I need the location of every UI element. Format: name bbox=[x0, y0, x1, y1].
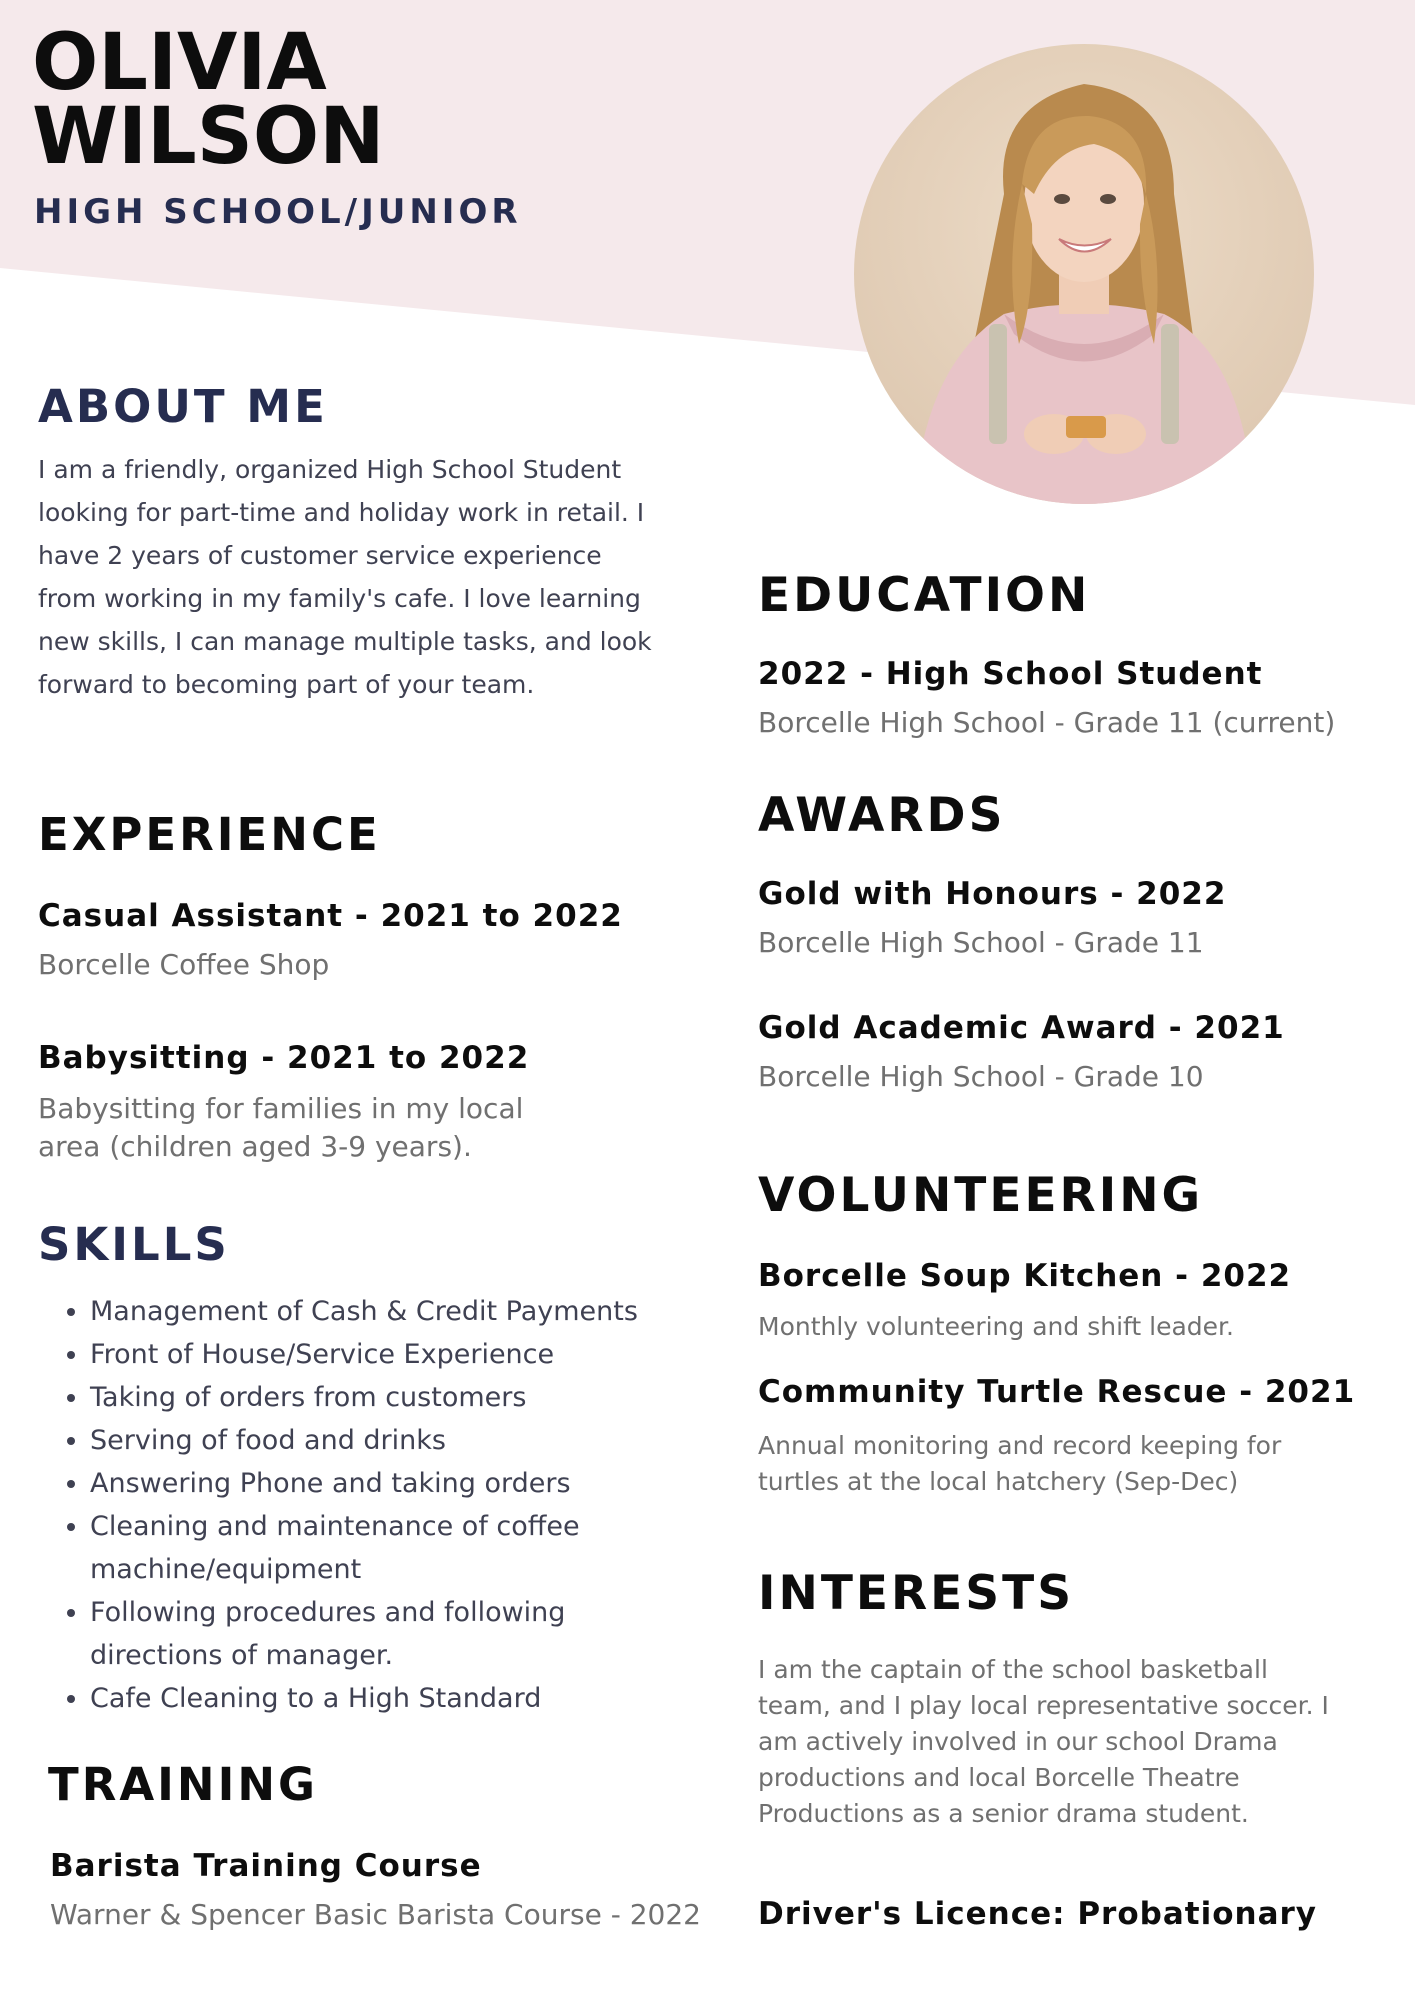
drivers-licence: Driver's Licence: Probationary bbox=[758, 1896, 1317, 1932]
award-item-title: Gold Academic Award - 2021 bbox=[758, 1010, 1285, 1046]
experience-item-subtitle: Babysitting for families in my local area (children aged 3-9 years). bbox=[38, 1092, 524, 1163]
volunteering-title: VOLUNTEERING bbox=[758, 1168, 1204, 1223]
skill-item: • Serving of food and drinks bbox=[90, 1419, 638, 1462]
skill-item: • Taking of orders from customers bbox=[90, 1376, 638, 1419]
training-title: TRAINING bbox=[48, 1758, 318, 1811]
training-item-subtitle: Warner & Spencer Basic Barista Course - 2022 bbox=[50, 1898, 701, 1931]
education-item-subtitle: Borcelle High School - Grade 11 (current) bbox=[758, 706, 1336, 739]
awards-title: AWARDS bbox=[758, 788, 1006, 843]
skill-item: • Management of Cash & Credit Payments bbox=[90, 1290, 638, 1333]
about-text: I am a friendly, organized High School Student looking for part-time and holiday work in retail. I have 2 years of customer service experience from working in my family's cafe. I love learning new skills, I can manage multiple tasks, and look forward to becoming part of your team. bbox=[38, 455, 652, 699]
experience-item-subtitle: Borcelle Coffee Shop bbox=[38, 948, 330, 981]
award-item-subtitle: Borcelle High School - Grade 10 bbox=[758, 1060, 1204, 1093]
award-item-subtitle: Borcelle High School - Grade 11 bbox=[758, 926, 1204, 959]
volunteering-item-subtitle: Monthly volunteering and shift leader. bbox=[758, 1312, 1234, 1341]
skill-item: • Following procedures and following directions of manager. bbox=[90, 1591, 638, 1677]
profile-photo bbox=[854, 44, 1314, 504]
education-title: EDUCATION bbox=[758, 568, 1091, 623]
award-item-title: Gold with Honours - 2022 bbox=[758, 876, 1227, 912]
skill-item: • Cleaning and maintenance of coffee machine/equipment bbox=[90, 1505, 638, 1591]
skill-item: • Cafe Cleaning to a High Standard bbox=[90, 1677, 638, 1720]
first-name: OLIVIA bbox=[32, 18, 327, 108]
interests-text: I am the captain of the school basketball team, and I play local representative soccer. I am actively involved in our school Drama productions and local Borcelle Theatre Productions as a senior drama student. bbox=[758, 1655, 1329, 1828]
candidate-role: HIGH SCHOOL/JUNIOR bbox=[34, 192, 522, 232]
experience-item-title: Babysitting - 2021 to 2022 bbox=[38, 1040, 530, 1076]
interests-title: INTERESTS bbox=[758, 1566, 1075, 1621]
about-title: ABOUT ME bbox=[38, 380, 328, 433]
skills-title: SKILLS bbox=[38, 1218, 230, 1271]
volunteering-item-subtitle: Annual monitoring and record keeping for turtles at the local hatchery (Sep-Dec) bbox=[758, 1431, 1282, 1496]
training-item-title: Barista Training Course bbox=[50, 1848, 482, 1884]
education-item-title: 2022 - High School Student bbox=[758, 656, 1263, 692]
volunteering-item-title: Borcelle Soup Kitchen - 2022 bbox=[758, 1258, 1292, 1294]
last-name: WILSON bbox=[32, 92, 385, 182]
skill-item: • Answering Phone and taking orders bbox=[90, 1462, 638, 1505]
skills-list bbox=[38, 1290, 638, 1720]
experience-item-title: Casual Assistant - 2021 to 2022 bbox=[38, 898, 623, 934]
volunteering-item-title: Community Turtle Rescue - 2021 bbox=[758, 1374, 1356, 1410]
experience-title: EXPERIENCE bbox=[38, 808, 381, 861]
candidate-name bbox=[32, 18, 385, 182]
skill-item: • Front of House/Service Experience bbox=[90, 1333, 638, 1376]
